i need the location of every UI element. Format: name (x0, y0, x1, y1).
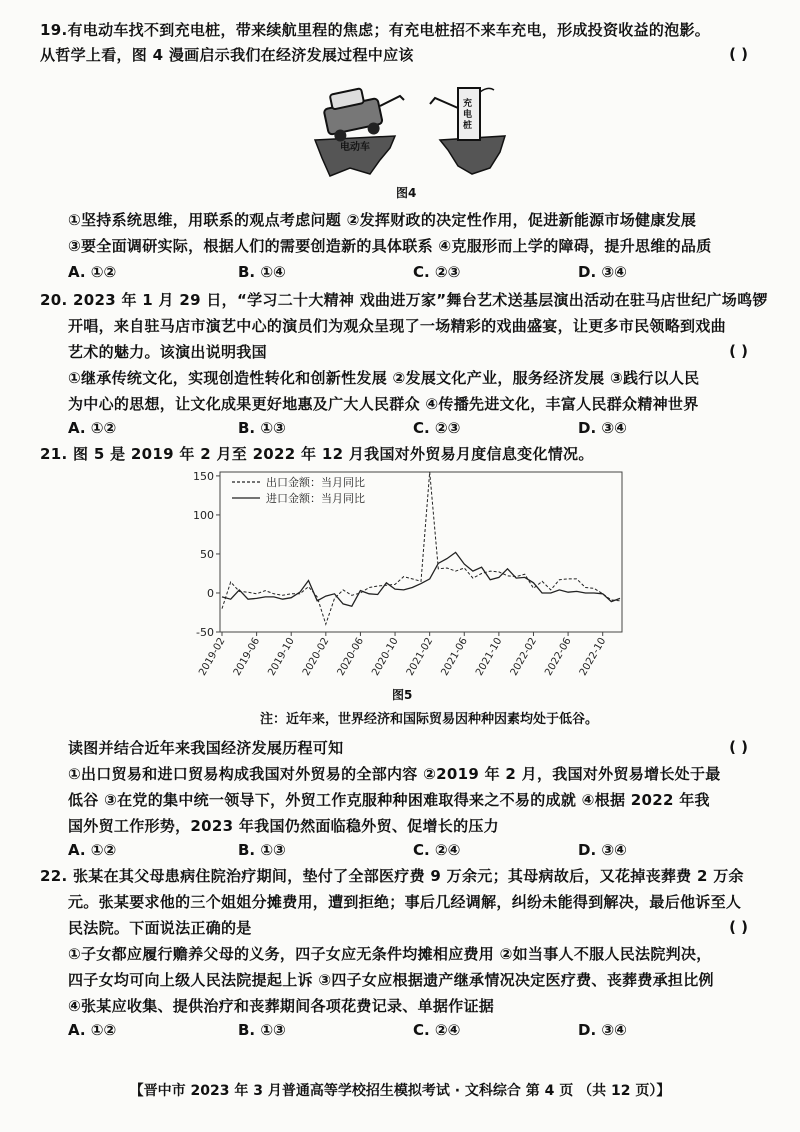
q22-stem-line2: 元。张某要求他的三个姐姐分摊费用，遭到拒绝；事后几经调解，纠纷未能得到解决，最后他诉至人 (68, 893, 742, 911)
y-tick-label: 100 (193, 508, 214, 522)
q22-option-c[interactable]: C. ②④ (413, 1021, 461, 1039)
q20-option-d[interactable]: D. ③④ (578, 419, 627, 437)
legend-label: 进口金额：当月同比 (266, 492, 365, 505)
q22-stem-line1: 22. 张某在其父母患病住院治疗期间，垫付了全部医疗费 9 万余元；其母病故后，又花掉丧葬费 2 万余 (40, 867, 744, 885)
q21-option-c[interactable]: C. ②④ (413, 841, 461, 859)
q20-option-b[interactable]: B. ①③ (238, 419, 286, 437)
x-tick-label: 2019-10 (266, 636, 297, 678)
q21-choices-line2: 低谷 ③在党的集中统一领导下，外贸工作克服种种困难取得来之不易的成就 ④根据 2022 年我 (68, 791, 710, 809)
q21-figure-caption: 图5 (392, 688, 413, 702)
y-tick-label: -50 (196, 626, 214, 639)
q20-option-a[interactable]: A. ①② (68, 419, 117, 437)
q20-answer-paren: ( ) (729, 342, 748, 360)
q19-option-c[interactable]: C. ②③ (413, 263, 461, 281)
car-arm-shape (380, 96, 404, 106)
q21-choices-line1: ①出口贸易和进口贸易构成我国对外贸易的全部内容 ②2019 年 2 月，我国对外贸易增长处于最 (68, 765, 721, 783)
q19-option-d[interactable]: D. ③④ (578, 263, 627, 281)
y-tick-label: 150 (193, 469, 214, 483)
x-tick-label: 2021-02 (404, 636, 436, 678)
q21-answer-paren: ( ) (729, 738, 748, 756)
electric-car-drawing (321, 85, 385, 143)
q19-choices-line1: ①坚持系统思维，用联系的观点考虑问题 ②发挥财政的决定性作用，促进新能源市场健康发展 (68, 211, 697, 229)
y-tick-label: 50 (200, 547, 214, 561)
x-tick-label: 2022-10 (577, 636, 609, 678)
q22-option-a[interactable]: A. ①② (68, 1021, 117, 1039)
q20-stem-line3: 艺术的魅力。该演出说明我国 (68, 343, 267, 361)
q21-option-b[interactable]: B. ①③ (238, 841, 286, 859)
legend-label: 出口金额：当月同比 (266, 476, 365, 489)
x-tick-label: 2019-02 (197, 636, 228, 678)
q20-stem-line2: 开唱，来自驻马店市演艺中心的演员们为观众呈现了一场精彩的戏曲盛宴，让更多市民领略到戏曲 (68, 317, 726, 335)
trade-chart (180, 466, 640, 686)
q22-choices-line3: ④张某应收集、提供治疗和丧葬期间各项花费记录、单据作证据 (68, 997, 495, 1015)
q22-option-b[interactable]: B. ①③ (238, 1021, 286, 1039)
x-tick-label: 2020-06 (335, 636, 367, 678)
q22-stem-line3: 民法院。下面说法正确的是 (68, 919, 252, 937)
q19-stem-line1: 19.有电动车找不到充电桩，带来续航里程的焦虑；有充电桩招不来车充电，形成投资收益的泡影。 (40, 21, 711, 39)
x-tick-label: 2021-06 (439, 636, 470, 678)
q19-stem-line2: 从哲学上看，图 4 漫画启示我们在经济发展过程中应该 (40, 46, 414, 64)
q22-choices-line1: ①子女都应履行赡养父母的义务，四子女应无条件均摊相应费用 ②如当事人不服人民法院判决， (68, 945, 712, 963)
q21-option-a[interactable]: A. ①② (68, 841, 117, 859)
x-tick-label: 2022-06 (543, 636, 574, 678)
q19-choices-line2: ③要全面调研实际，根据人们的需要创造新的具体联系 ④克服形而上学的障碍，提升思维的品质 (68, 237, 712, 255)
x-tick-label: 2019-06 (231, 636, 263, 678)
pile-label: 充 电 桩 (463, 99, 473, 131)
q21-stem-line2: 读图并结合近年来我国经济发展历程可知 (68, 739, 344, 757)
y-tick-label: 0 (207, 586, 214, 600)
q21-note: 注：近年来，世界经济和国际贸易因种种因素均处于低谷。 (260, 712, 599, 727)
q20-option-c[interactable]: C. ②③ (413, 419, 461, 437)
pile-arm-shape (430, 98, 458, 108)
q19-cartoon (300, 78, 520, 178)
q21-stem-line1: 21. 图 5 是 2019 年 2 月至 2022 年 12 月我国对外贸易月度信息变化情况。 (40, 445, 594, 463)
x-tick-label: 2022-02 (508, 636, 540, 678)
q19-answer-paren: ( ) (729, 45, 748, 63)
x-tick-label: 2020-10 (370, 636, 401, 678)
q21-option-d[interactable]: D. ③④ (578, 841, 627, 859)
q19-option-a[interactable]: A. ①② (68, 263, 117, 281)
q20-choices-line1: ①继承传统文化，实现创造性转化和创新性发展 ②发展文化产业，服务经济发展 ③践行以人民 (68, 369, 700, 387)
q22-choices-line2: 四子女均可向上级人民法院提起上诉 ③四子女应根据遗产继承情况决定医疗费、丧葬费承担比例 (68, 971, 714, 989)
x-tick-label: 2020-02 (300, 636, 332, 678)
q22-answer-paren: ( ) (729, 918, 748, 936)
page-footer: 【晋中市 2023 年 3 月普通高等学校招生模拟考试 · 文科综合 第 4 页 （共 12 页）】 (129, 1083, 671, 1099)
q20-stem-line1: 20. 2023 年 1 月 29 日，“学习二十大精神 戏曲进万家”舞台艺术送基层演出活动在驻马店世纪广场鸣锣 (40, 291, 768, 309)
pile-cable-shape (480, 88, 494, 92)
x-tick-label: 2021-10 (474, 636, 505, 678)
q22-option-d[interactable]: D. ③④ (578, 1021, 627, 1039)
q19-figure-caption: 图4 (396, 186, 417, 200)
car-label: 电动车 (340, 142, 370, 153)
q20-choices-line2: 为中心的思想，让文化成果更好地惠及广大人民群众 ④传播先进文化，丰富人民群众精神世界 (68, 395, 699, 413)
right-cliff-shape (440, 136, 505, 174)
q19-option-b[interactable]: B. ①④ (238, 263, 286, 281)
q21-choices-line3: 国外贸工作形势，2023 年我国仍然面临稳外贸、促增长的压力 (68, 817, 499, 835)
